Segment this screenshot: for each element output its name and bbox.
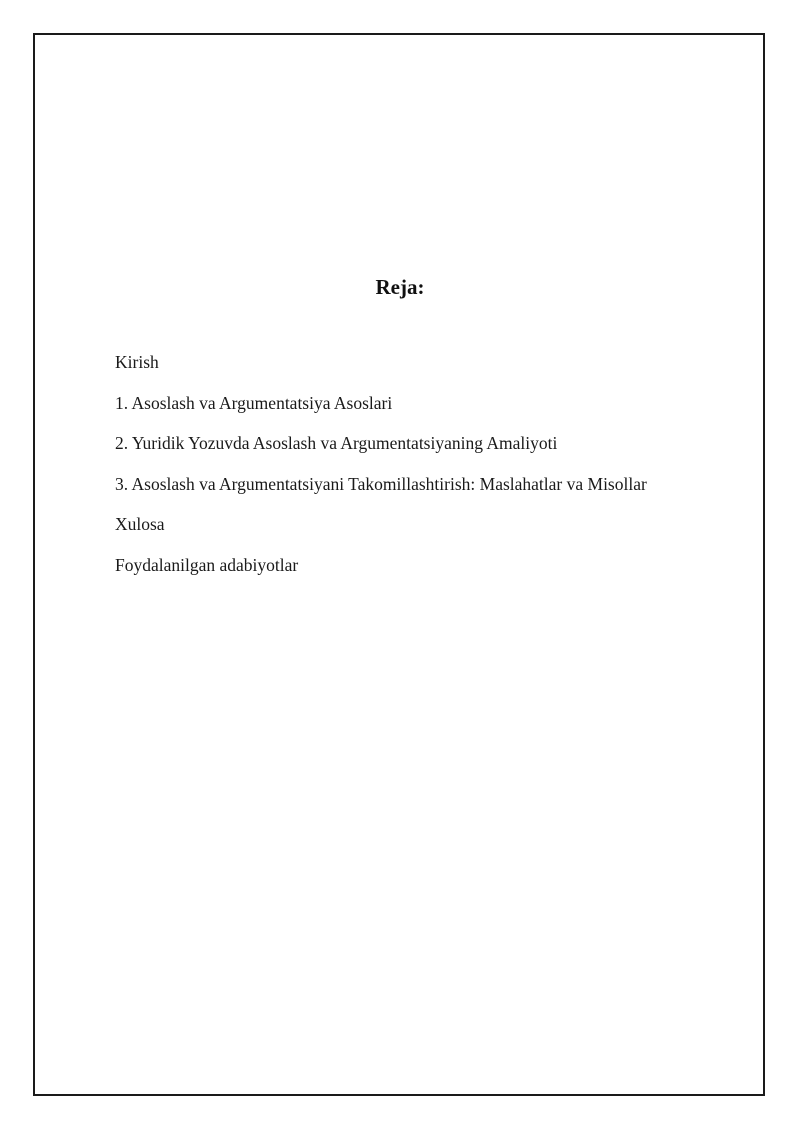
page-title: Reja:: [375, 275, 425, 299]
table-of-contents: [115, 351, 647, 594]
toc-item-introduction: Kirish: [115, 352, 159, 372]
toc-item-conclusion: Xulosa: [115, 514, 165, 534]
toc-item-section-2: 2. Yuridik Yozuvda Asoslash va Argumentatsiyaning Amaliyoti: [115, 433, 558, 453]
toc-item-section-1: 1. Asoslash va Argumentatsiya Asoslari: [115, 392, 393, 413]
toc-item-references: Foydalanilgan adabiyotlar: [115, 554, 299, 575]
toc-item-section-3: 3. Asoslash va Argumentatsiyani Takomillashtirish: Maslahatlar va Misollar: [115, 473, 647, 494]
